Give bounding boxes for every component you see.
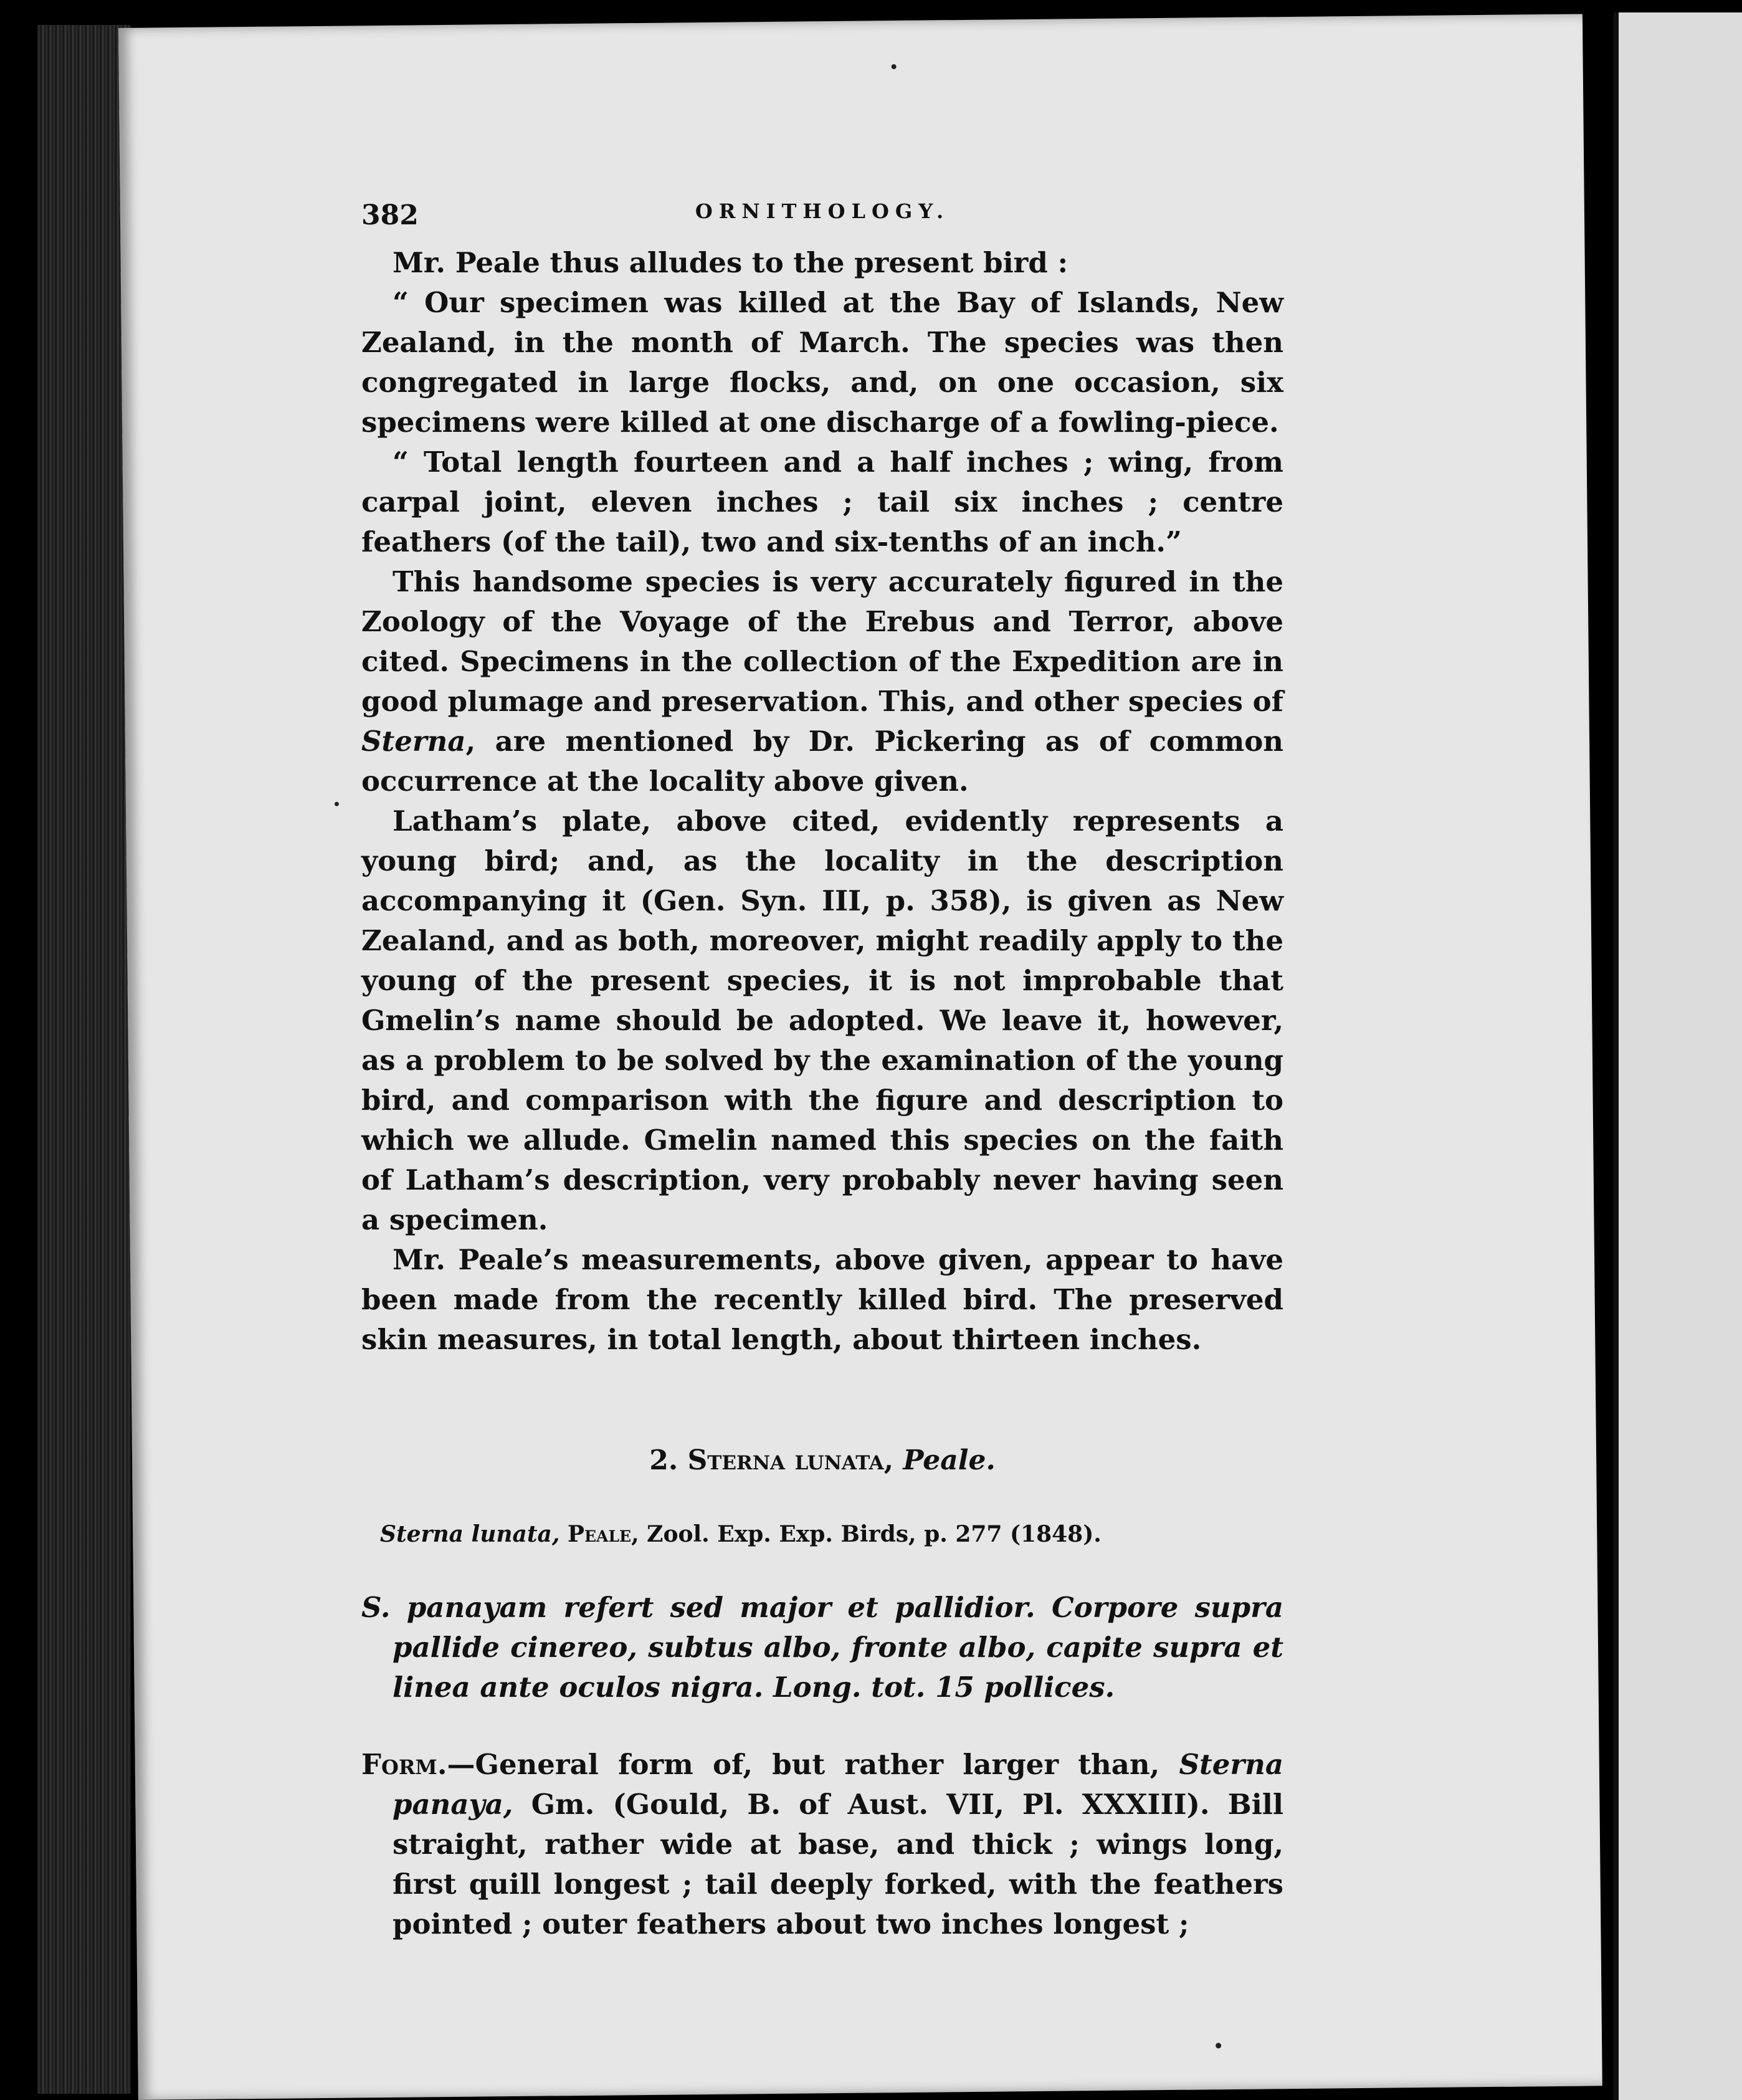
form-label: Form. xyxy=(361,1748,447,1781)
paragraph-zoology-text-2: , are mentioned by Dr. Pickering as of common occurrence at the locality above given. xyxy=(361,725,1283,798)
species-genus: Sterna xyxy=(687,1444,786,1476)
species-number: 2. xyxy=(649,1444,678,1476)
species-heading xyxy=(361,1441,1283,1481)
paragraph-measurements: Mr. Peale’s measurements, above given, appear to have been made from the recently killed bird. The preserved skin measures, in total length, about thirteen inches. xyxy=(361,1243,1283,1356)
form-text-2: Gm. (Gould, B. of Aust. VII, Pl. XXXIII). Bill straight, rather wide at base, and thick ; wings long, first quill longest ; tail deeply forked, with the feathers pointed ; outer feathers about two inches longest ; xyxy=(393,1788,1283,1940)
form-paragraph xyxy=(361,1745,1283,1944)
facing-page-edge xyxy=(1614,12,1742,2100)
species-authority: Peale. xyxy=(903,1444,996,1476)
synonymy-name: Sterna lunata, xyxy=(380,1521,560,1547)
running-title: ORNITHOLOGY. xyxy=(695,199,950,223)
synonymy-author: Peale, xyxy=(567,1521,639,1547)
scan-speck xyxy=(892,64,897,69)
scan-speck xyxy=(335,802,339,806)
form-text-1: —General form of, but rather larger than, xyxy=(447,1748,1179,1781)
scan-speck xyxy=(1216,2043,1221,2048)
species-epithet: lunata, xyxy=(794,1444,894,1476)
paragraph-quote-specimen: “ Our specimen was killed at the Bay of Islands, New Zealand, in the month of March. The species was then congregated in large flocks, and, on one occasion, six specimens were killed at one discharge of a fowling-piece. xyxy=(361,286,1283,439)
latin-description: S. panayam refert sed major et pallidior. Corpore supra pallide cinereo, subtus albo, fronte albo, capite supra et linea ante oculos nigra. Long. tot. 15 pollices. xyxy=(361,1591,1283,1704)
synonymy-line xyxy=(361,1518,1283,1550)
running-head xyxy=(361,199,1283,243)
page-number: 382 xyxy=(361,199,419,231)
paragraph-intro: Mr. Peale thus alludes to the present bird : xyxy=(393,246,1069,279)
paragraph-zoology-text-1: This handsome species is very accurately figured in the Zoology of the Voyage of the Erebus and Terror, above cited. Specimens in the collection of the Expedition are in good plumage and preservation. This, and other species of xyxy=(361,565,1283,718)
paragraph-quote-measurements: “ Total length fourteen and a half inches ; wing, from carpal joint, eleven inches ; tail six inches ; centre feathers (of the tail), two and six-tenths of an inch.” xyxy=(361,446,1283,558)
book-binding-edge xyxy=(37,25,131,2094)
page-text-block xyxy=(361,199,1283,1944)
paragraph-zoology xyxy=(361,562,1283,801)
form-species-italic: Sterna panaya, xyxy=(393,1748,1283,1821)
paragraph-latham: Latham’s plate, above cited, evidently represents a young bird; and, as the locality in the description accompanying it (Gen. Syn. III, p. 358), is given as New Zealand, and as both, moreover, might readily apply to the young of the present species, it is not improbable that Gmelin’s name should be adopted. We leave it, however, as a problem to be solved by the examination of the young bird, and comparison with the figure and description to which we allude. Gmelin named this species on the faith of Latham’s description, very probably never having seen a specimen. xyxy=(361,804,1283,1236)
genus-sterna-italic: Sterna xyxy=(361,725,466,758)
synonymy-citation: Zool. Exp. Exp. Birds, p. 277 (1848). xyxy=(647,1521,1102,1547)
